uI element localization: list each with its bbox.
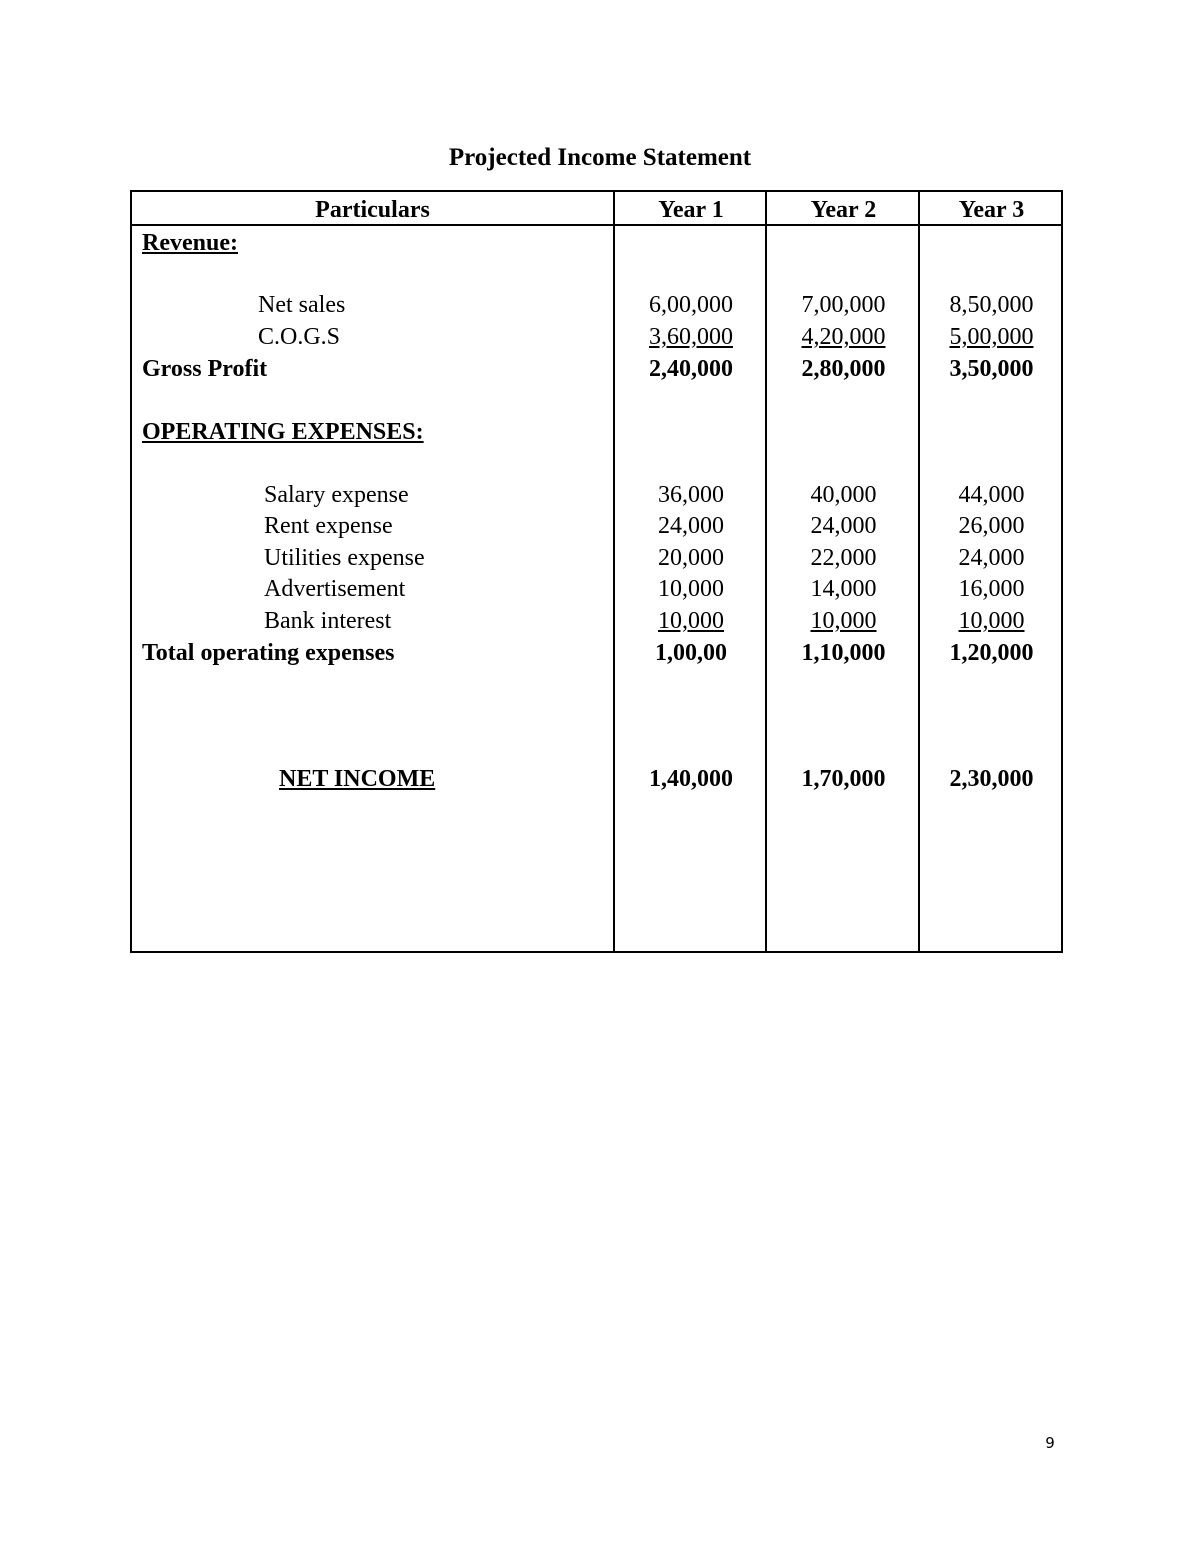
expense-year-1: 20,000 [658,545,724,571]
total-operating-expenses-label: Total operating expenses [142,640,395,666]
income-statement-table [130,190,1063,953]
net-income-year-2: 1,70,000 [801,766,886,792]
net-sales-year-2: 7,00,000 [801,292,886,318]
gross-profit-year-3: 3,50,000 [949,356,1034,382]
header-particulars: Particulars [315,197,430,223]
net-income-year-3: 2,30,000 [949,766,1034,792]
header-year-3: Year 3 [958,197,1025,223]
expense-year-1: 10,000 [658,608,724,634]
gross-profit-year-2: 2,80,000 [801,356,886,382]
total-operating-expenses-year-3: 1,20,000 [949,640,1034,666]
net-income-label: NET INCOME [279,766,436,792]
expense-label: Rent expense [264,513,393,539]
expense-year-3: 16,000 [958,576,1025,602]
operating-expenses-heading: OPERATING EXPENSES: [142,419,424,445]
expense-label: Utilities expense [264,545,425,571]
expense-year-1: 36,000 [658,482,724,508]
net-sales-year-1: 6,00,000 [649,292,733,318]
expense-year-3: 10,000 [958,608,1025,634]
expense-year-3: 44,000 [958,482,1025,508]
expense-year-3: 26,000 [958,513,1025,539]
expense-year-1: 10,000 [658,576,724,602]
gross-profit-year-1: 2,40,000 [649,356,733,382]
expense-label: Bank interest [264,608,392,634]
expense-label: Advertisement [264,576,406,602]
cogs-label: C.O.G.S [258,324,341,350]
revenue-heading: Revenue: [142,230,238,256]
page-title: Projected Income Statement [448,144,752,171]
net-income-year-1: 1,40,000 [649,766,733,792]
expense-year-2: 10,000 [810,608,877,634]
expense-year-2: 14,000 [810,576,877,602]
net-sales-year-3: 8,50,000 [949,292,1034,318]
cogs-year-1: 3,60,000 [649,324,733,350]
page-number: 9 [1045,1434,1055,1452]
expense-label: Salary expense [264,482,409,508]
total-operating-expenses-year-2: 1,10,000 [801,640,886,666]
expense-year-2: 24,000 [810,513,877,539]
cogs-year-3: 5,00,000 [949,324,1034,350]
expense-year-2: 22,000 [810,545,877,571]
cogs-year-2: 4,20,000 [801,324,886,350]
expense-year-2: 40,000 [810,482,877,508]
gross-profit-label: Gross Profit [142,356,268,382]
total-operating-expenses-year-1: 1,00,00 [655,640,727,666]
expense-year-1: 24,000 [658,513,724,539]
net-sales-label: Net sales [258,292,346,318]
expense-year-3: 24,000 [958,545,1025,571]
header-year-1: Year 1 [658,197,724,223]
header-year-2: Year 2 [810,197,877,223]
